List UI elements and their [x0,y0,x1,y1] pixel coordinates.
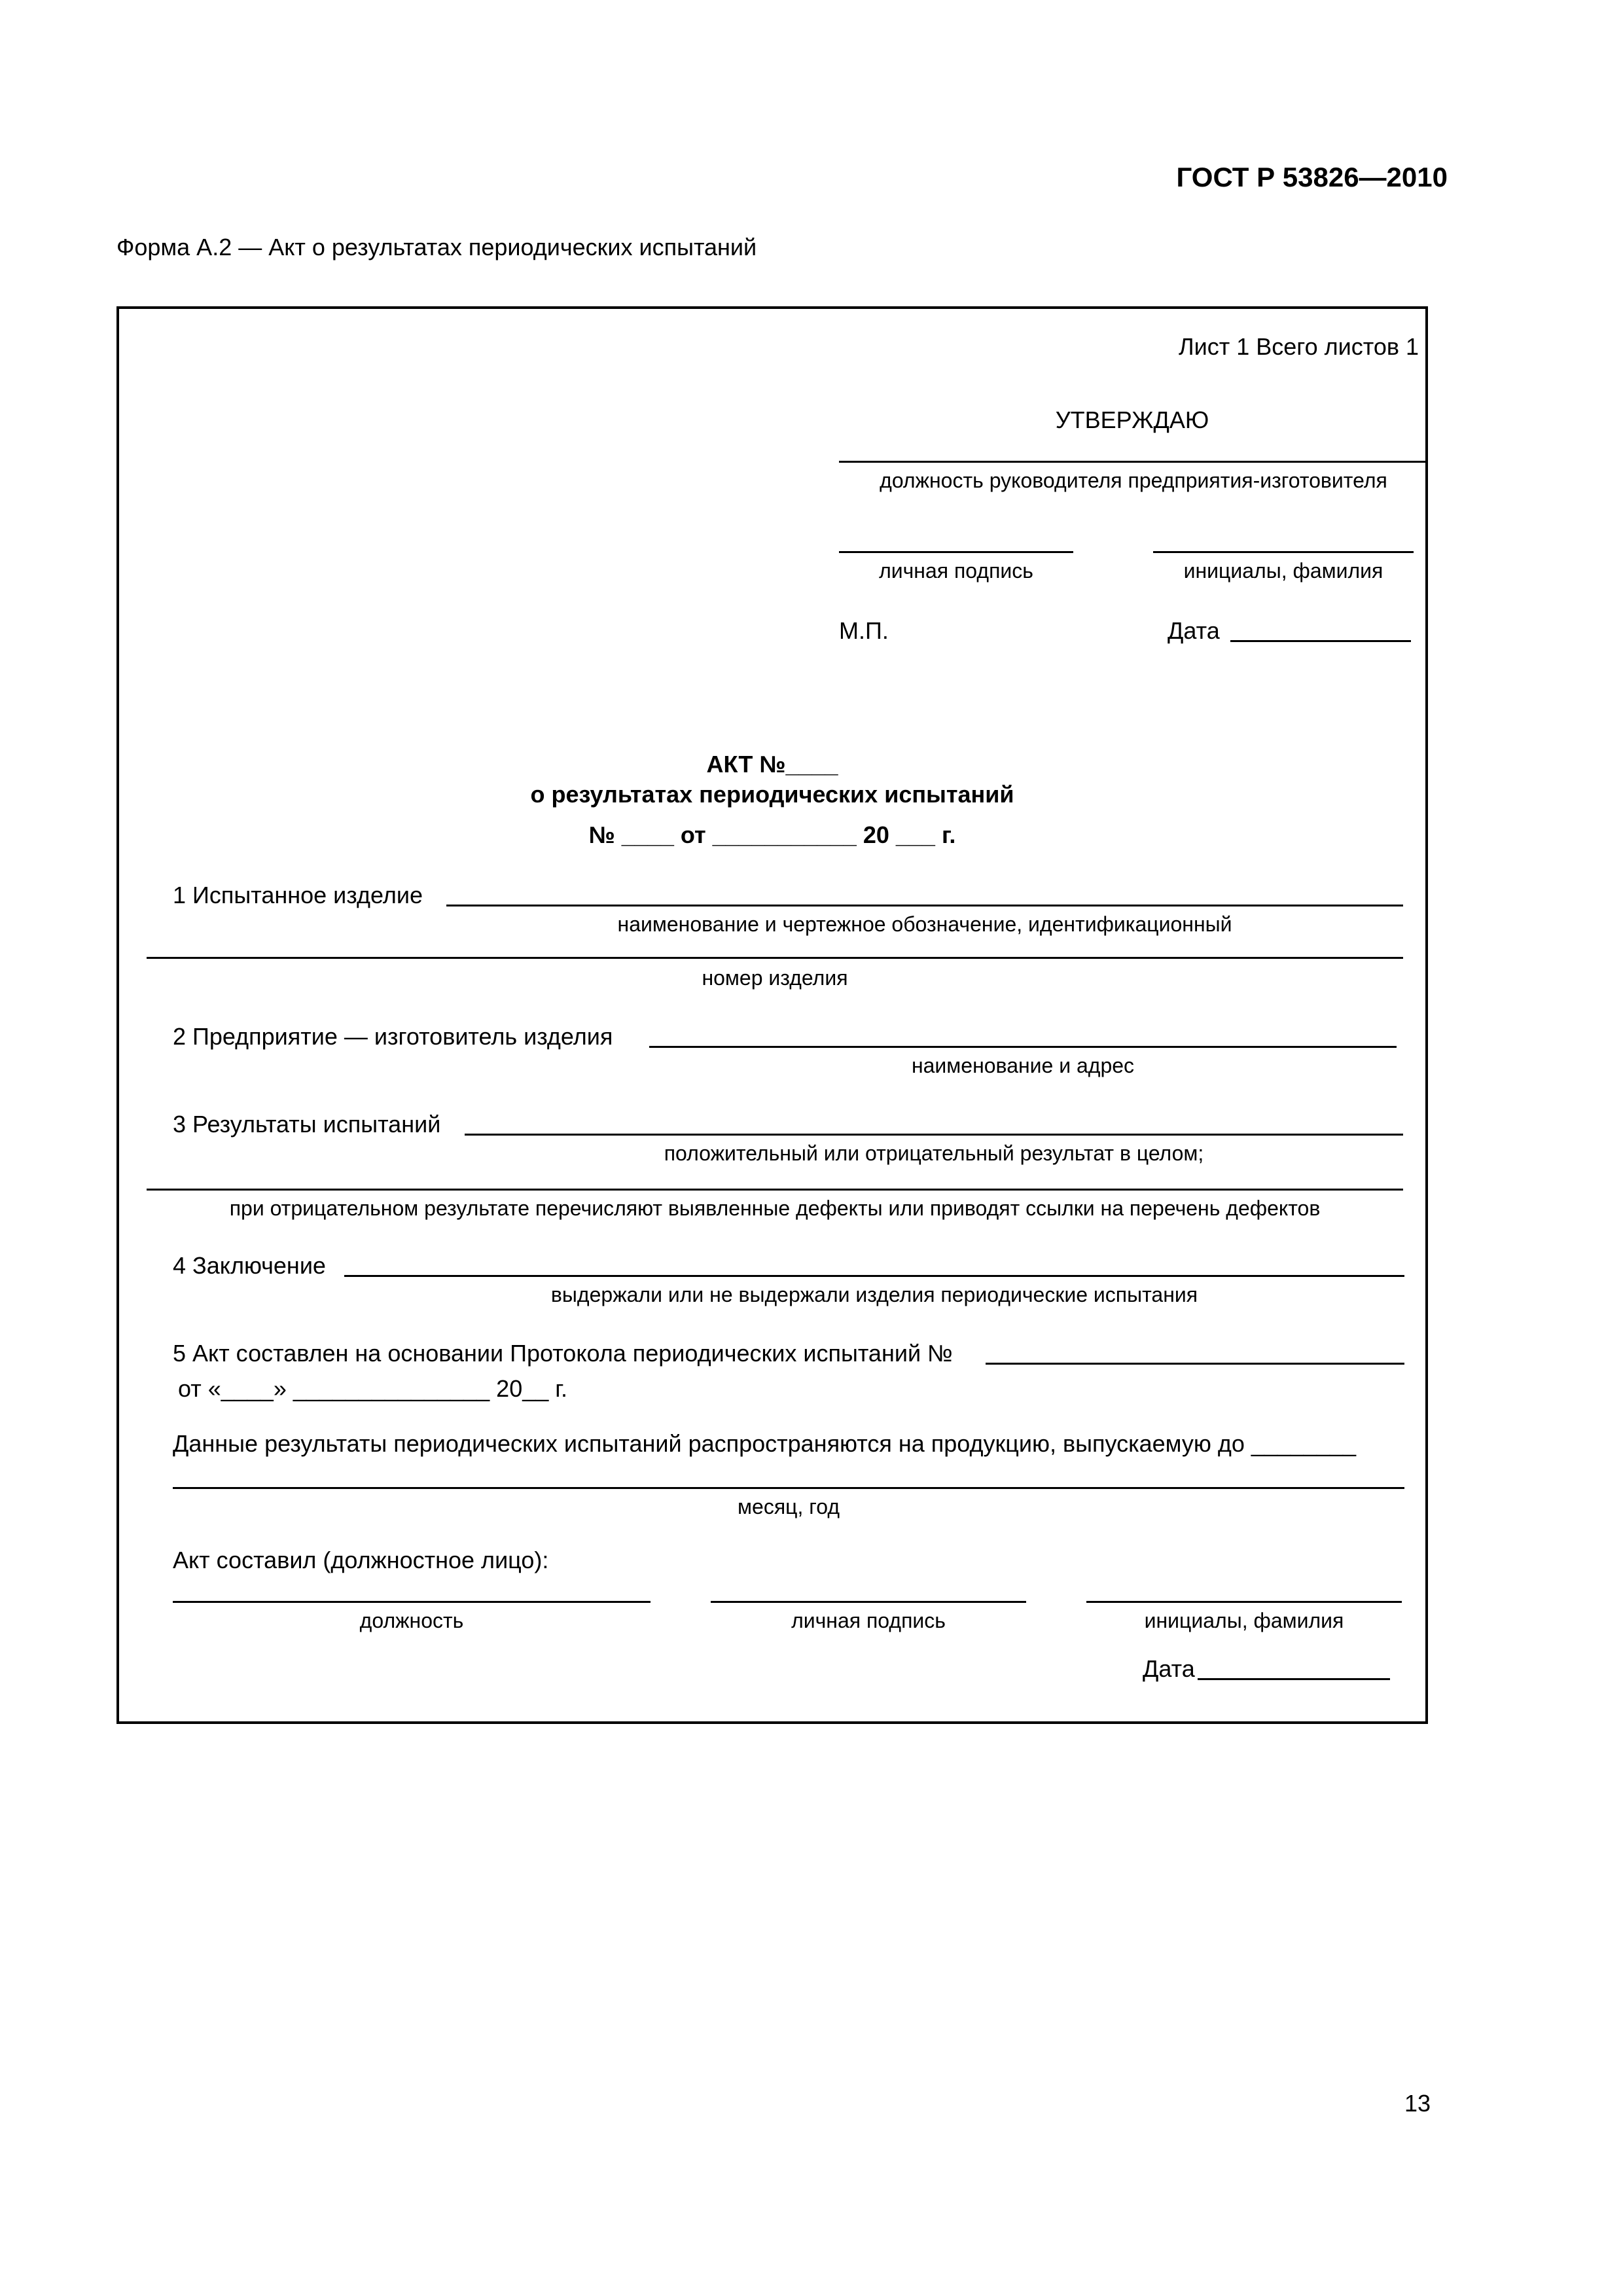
compiled-position-line[interactable] [173,1601,651,1603]
field-3-label: 3 Результаты испытаний [173,1111,441,1138]
field-5-line[interactable] [986,1363,1404,1365]
field-1-caption: наименование и чертежное обозначение, идентификационный [617,912,1232,936]
field-3-line-2[interactable] [147,1189,1403,1191]
act-subtitle: о результатах периодических испытаний [530,781,1014,808]
validity-caption: месяц, год [738,1495,840,1518]
validity-text: Данные результаты периодических испытаний распространяются на продукцию, выпускаемую до ________ [173,1430,1357,1457]
field-1-line-2[interactable] [147,957,1403,959]
compiled-signature-line[interactable] [711,1601,1026,1603]
field-3-caption: положительный или отрицательный результат в целом; [664,1141,1204,1165]
standard-code: ГОСТ Р 53826—2010 [1176,162,1448,192]
field-2-caption: наименование и адрес [911,1054,1135,1077]
approve-date-line[interactable] [1230,640,1411,642]
field-5-date-line[interactable]: от «____» _______________ 20__ г. [178,1375,568,1402]
field-5-label: 5 Акт составлен на основании Протокола периодических испытаний № [173,1340,953,1367]
compiled-date-line[interactable] [1198,1678,1390,1680]
compiled-position-caption: должность [359,1609,464,1632]
field-2-line[interactable] [649,1046,1397,1048]
field-4-line[interactable] [344,1275,1404,1277]
approve-signature-line[interactable] [839,551,1073,553]
sheet-info: Лист 1 Всего листов 1 [1178,333,1419,360]
field-4-caption: выдержали или не выдержали изделия периодические испытания [550,1283,1198,1306]
act-title: АКТ №____ [706,751,838,778]
compiled-name-caption: инициалы, фамилия [1144,1609,1344,1632]
validity-line[interactable] [173,1487,1404,1489]
approve-name-line[interactable] [1153,551,1414,553]
compiled-by-label: Акт составил (должностное лицо): [173,1547,549,1573]
form-caption: Форма А.2 — Акт о результатах периодических испытаний [116,234,757,260]
compiled-name-line[interactable] [1086,1601,1402,1603]
act-number-date: № ____ от ___________ 20 ___ г. [588,821,956,848]
field-4-label: 4 Заключение [173,1252,326,1279]
field-3-caption-2: при отрицательном результате перечисляют выявленные дефекты или приводят ссылки на перечень дефектов [229,1196,1321,1220]
approve-position-caption: должность руководителя предприятия-изготовителя [880,469,1387,492]
page-number: 13 [1404,2090,1431,2117]
field-1-label: 1 Испытанное изделие [173,882,423,908]
field-3-line[interactable] [465,1134,1403,1136]
field-1-caption-2: номер изделия [702,966,848,990]
compiled-signature-caption: личная подпись [791,1609,946,1632]
stamp-mark: М.П. [839,617,889,644]
approve-position-line[interactable] [839,461,1428,463]
approve-date-label: Дата [1168,617,1220,644]
approve-title: УТВЕРЖДАЮ [1055,406,1209,433]
approve-signature-caption: личная подпись [879,559,1033,583]
approve-name-caption: инициалы, фамилия [1183,559,1383,583]
field-2-label: 2 Предприятие — изготовитель изделия [173,1023,613,1050]
field-1-line[interactable] [446,905,1403,906]
compiled-date-label: Дата [1143,1655,1195,1682]
